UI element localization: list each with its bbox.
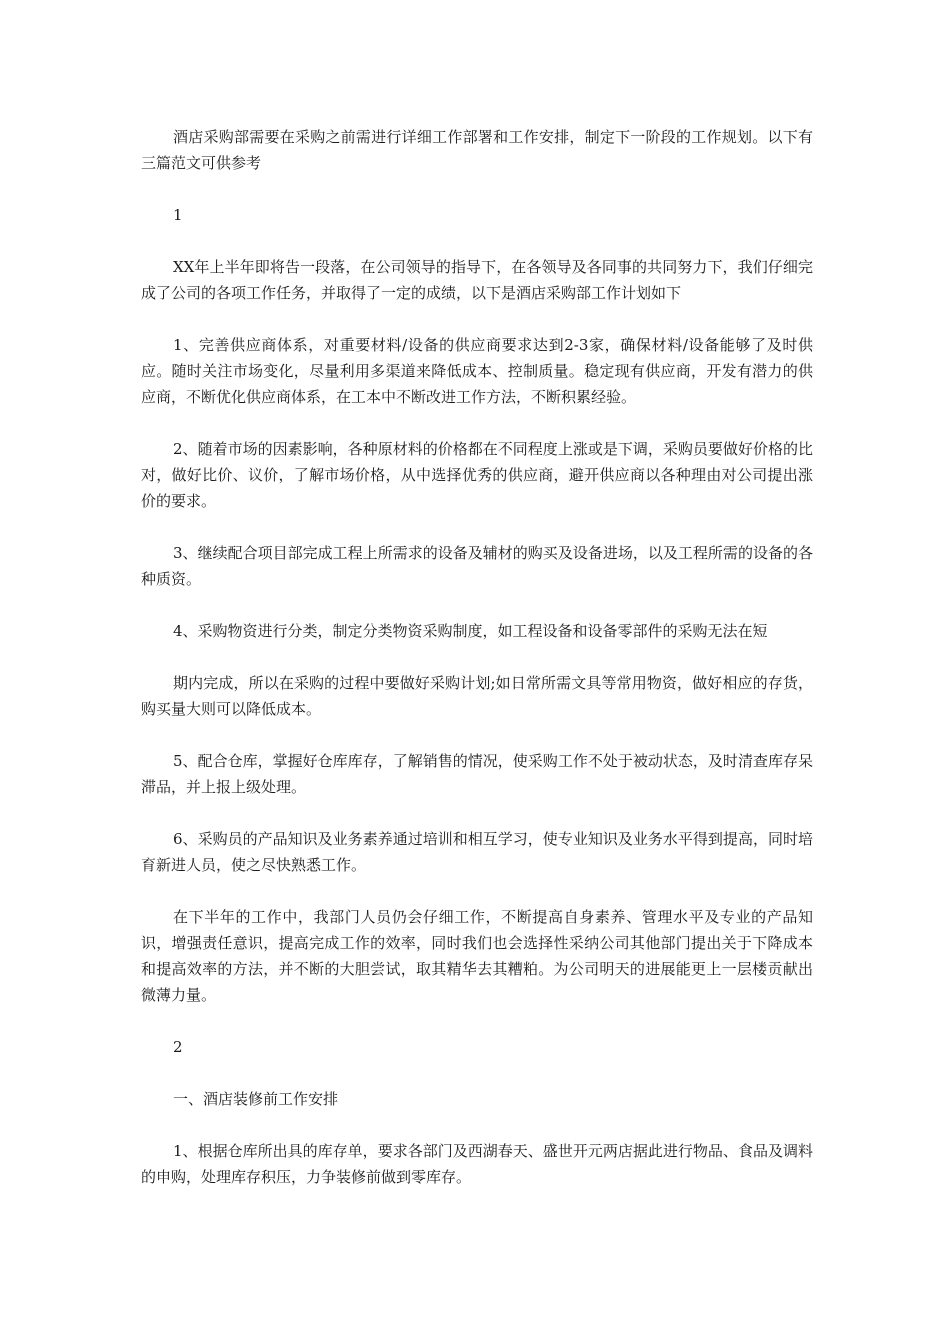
section-number-2: 2	[173, 1038, 183, 1056]
paragraph-item-5: 5、配合仓库，掌握好仓库库存，了解销售的情况，使采购工作不处于被动状态，及时清查库存呆滞品，并上报上级处理。	[141, 752, 813, 796]
paragraph-conclusion: 在下半年的工作中，我部门人员仍会仔细工作，不断提高自身素养、管理水平及专业的产品知识，增强责任意识，提高完成工作的效率，同时我们也会选择性采纳公司其他部门提出关于下降成本和提高效率的方法，并不断的大胆尝试，取其精华去其糟粕。为公司明天的进展能更上一层楼贡献出微薄力量。	[141, 908, 813, 1004]
paragraph-item-2: 2、随着市场的因素影响，各种原材料的价格都在不同程度上涨或是下调，采购员要做好价格的比对，做好比价、议价，了解市场价格，从中选择优秀的供应商，避开供应商以各种理由对公司提出涨价的要求。	[141, 440, 813, 510]
paragraph-item-3: 3、继续配合项目部完成工程上所需求的设备及辅材的购买及设备进场，以及工程所需的设备的各种质资。	[141, 544, 813, 588]
paragraph-summary: XX年上半年即将告一段落，在公司领导的指导下，在各领导及各同事的共同努力下，我们仔细完成了公司的各项工作任务，并取得了一定的成绩，以下是酒店采购部工作计划如下	[141, 258, 813, 302]
paragraph-renovation-1: 1、根据仓库所出具的库存单，要求各部门及西湖春天、盛世开元两店据此进行物品、食品及调料的申购，处理库存积压，力争装修前做到零库存。	[141, 1142, 813, 1186]
paragraph-item-4a: 4、采购物资进行分类，制定分类物资采购制度，如工程设备和设备零部件的采购无法在短	[173, 622, 768, 640]
document-page	[141, 124, 813, 1190]
paragraph-item-1: 1、完善供应商体系，对重要材料/设备的供应商要求达到2-3家，确保材料/设备能够了及时供应。随时关注市场变化，尽量利用多渠道来降低成本、控制质量。稳定现有供应商，开发有潜力的供应商，不断优化供应商体系，在工本中不断改进工作方法，不断积累经验。	[141, 336, 813, 406]
paragraph-item-6: 6、采购员的产品知识及业务素养通过培训和相互学习，使专业知识及业务水平得到提高，同时培育新进人员，使之尽快熟悉工作。	[141, 830, 813, 874]
section-number-1: 1	[173, 206, 183, 224]
paragraph-item-4b: 期内完成，所以在采购的过程中要做好采购计划;如日常所需文具等常用物资，做好相应的存货，购买量大则可以降低成本。	[141, 674, 813, 718]
intro-paragraph: 酒店采购部需要在采购之前需进行详细工作部署和工作安排，制定下一阶段的工作规划。以下有三篇范文可供参考	[141, 128, 813, 172]
section-heading: 一、酒店装修前工作安排	[173, 1090, 339, 1108]
